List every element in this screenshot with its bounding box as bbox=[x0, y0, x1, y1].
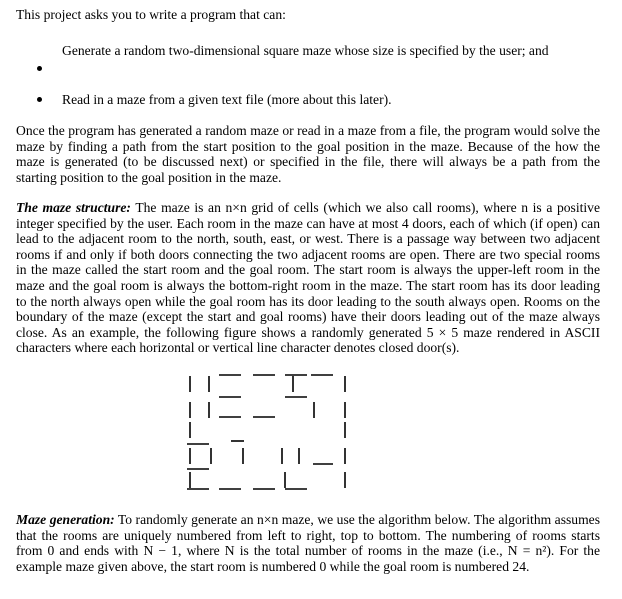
maze-generation-text: To randomly generate an n×n maze, we use the algorithm below. The algorithm assumes that the rooms are uniquely numbered from left to right, top to bottom. The numbering of rooms starts from 0 and ends with N − 1, where N is the total number of rooms in the maze (i.e., N = n²). For the example maze given above, the start room is numbered 0 while the goal room is numbered 24. bbox=[16, 512, 600, 574]
ascii-maze-figure bbox=[183, 372, 353, 496]
paragraph-solve: Once the program has generated a random maze or read in a maze from a file, the program would solve the maze by finding a path from the start position to the goal position in the maze. Because of the how the maze is generated (to be discussed next) or specified in the file, there will always be a path from the starting position to the goal position in the maze. bbox=[16, 123, 600, 185]
bullet-dot-2 bbox=[37, 97, 42, 102]
maze-structure-text: The maze is an n×n grid of cells (which we also call rooms), where n is a positive integer specified by the user. Each room in the maze can have at most 4 doors, each of which (if open) can lead to the adjacent room to the north, south, east, or west. There is a passage way between two adjacent rooms if and only if both doors connecting the two adjacent rooms are open. There are two special rooms in the maze called the start room and the goal room. The start room is always the upper-left room in the maze and the goal room is always the bottom-right room in the maze. The start room has its door leading to the north always open while the goal room has its door leading to the south always open. Rooms on the boundary of the maze (except the start and goal rooms) have their doors leading out of the maze always close. As an example, the following figure shows a randomly generated 5 × 5 maze rendered in ASCII characters where each horizontal or vertical line character denotes closed door(s). bbox=[16, 200, 601, 356]
bullet-item-generate: Generate a random two-dimensional square maze whose size is specified by the user; and bbox=[62, 43, 549, 58]
paragraph-maze-structure bbox=[16, 200, 600, 356]
bullet-item-read: Read in a maze from a given text file (more about this later). bbox=[62, 92, 392, 107]
maze-structure-heading: The maze structure: bbox=[16, 200, 131, 215]
paragraph-maze-generation bbox=[16, 512, 600, 574]
bullet-dot-1 bbox=[37, 66, 42, 71]
intro-text: This project asks you to write a program that can: bbox=[16, 7, 286, 22]
maze-generation-heading: Maze generation: bbox=[16, 512, 115, 527]
